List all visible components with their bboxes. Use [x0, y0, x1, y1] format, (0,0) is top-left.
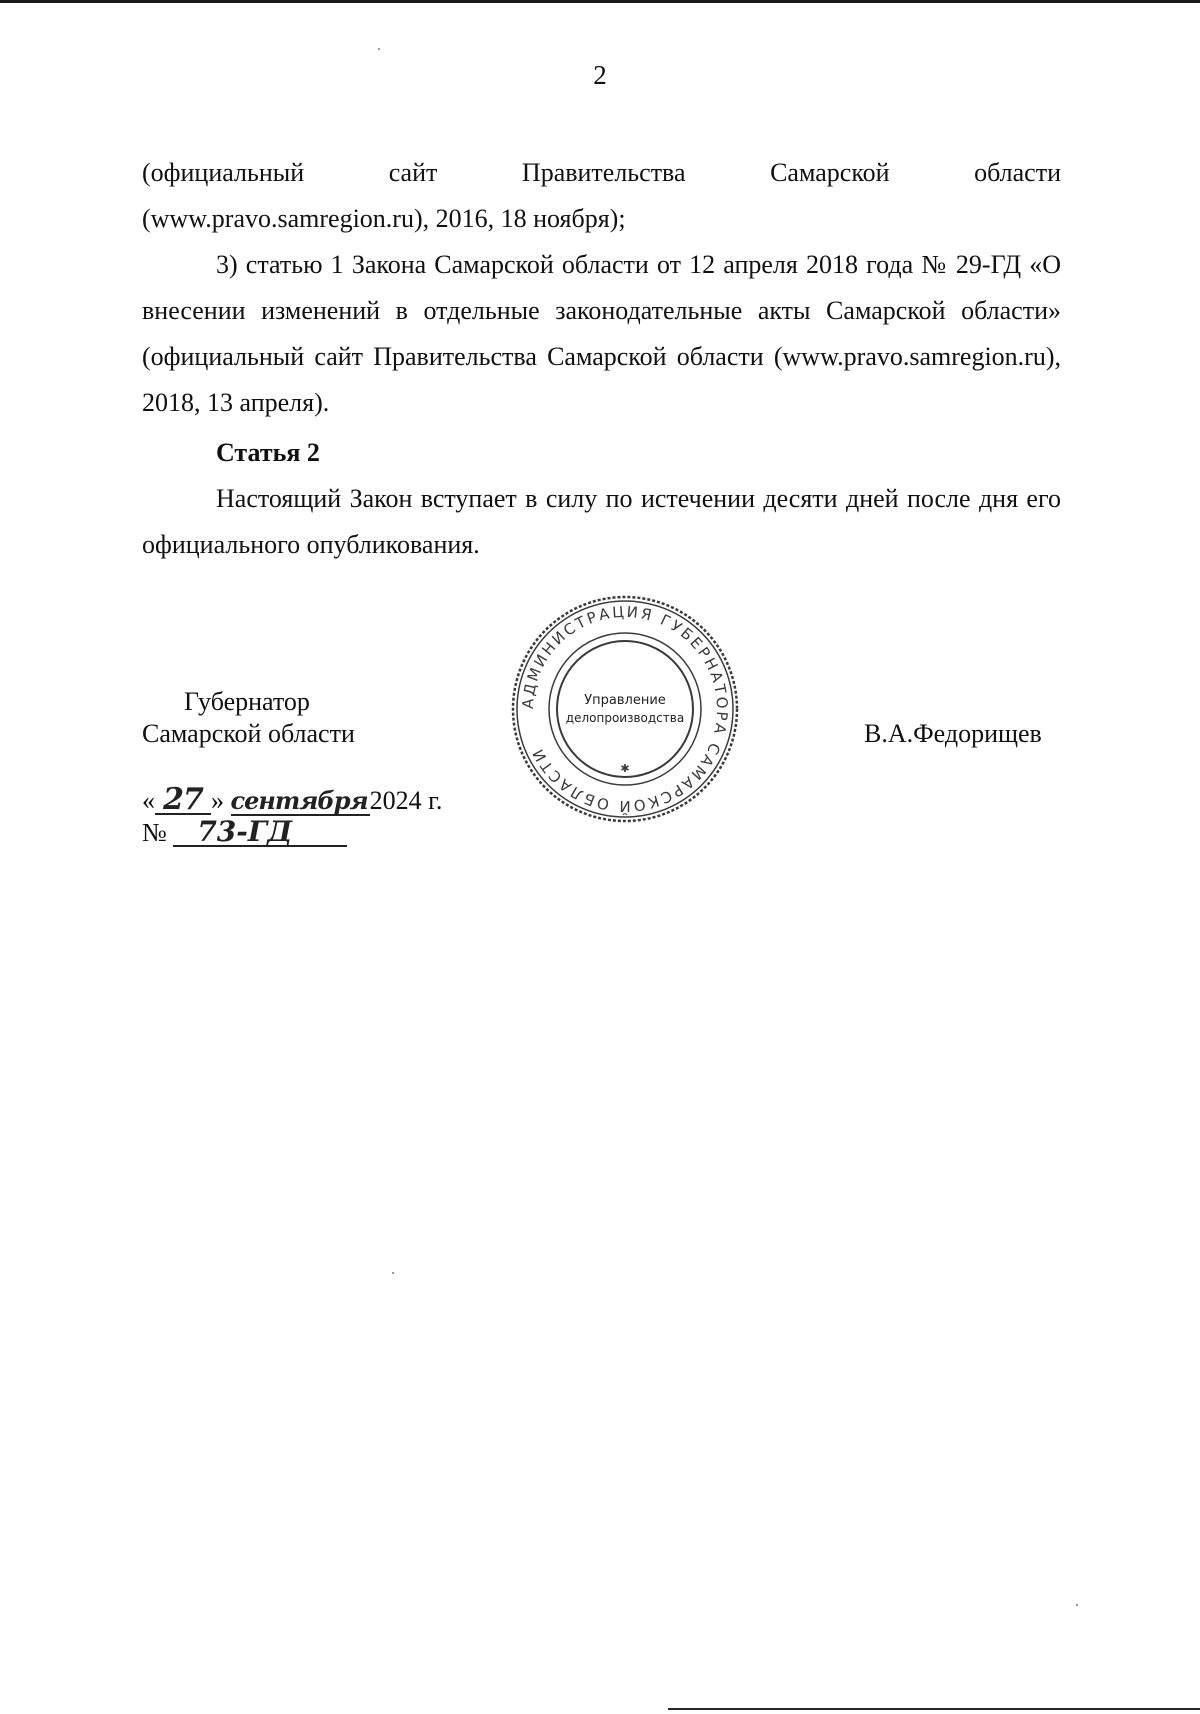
date-close-quote: » [211, 786, 224, 815]
law-number [142, 815, 347, 848]
date-open-quote: « [142, 786, 155, 815]
continuation-paragraph [142, 150, 1061, 242]
top-border-rule [0, 0, 1200, 3]
scan-speck [392, 1272, 394, 1274]
signing-date [142, 782, 443, 817]
article-2-heading: Статья 2 [216, 438, 320, 467]
article-2-text: Настоящий Закон вступает в силу по истечении десяти дней после дня его официального опубликования. [142, 484, 1061, 559]
number-sign: № [142, 818, 167, 847]
handwritten-law-number: 73-ГД [173, 819, 347, 847]
handwritten-month: сентября [230, 786, 368, 815]
seal-star-icon: ✱ [620, 762, 630, 775]
handwritten-day: 27 [155, 787, 211, 815]
date-year: 2024 г. [369, 786, 443, 815]
official-seal-stamp [510, 594, 740, 824]
bottom-border-rule [668, 1708, 1200, 1710]
scan-speck [378, 48, 380, 50]
article-2-body [142, 476, 1061, 568]
item-3-paragraph [142, 242, 1061, 426]
item-3-text: 3) статью 1 Закона Самарской области от 12 апреля 2018 года № 29-ГД «О внесении изменений в отдельные законодательные акты Самарской области» (официальный сайт Правительства Самарской области (www.pravo.samregion.ru), 2018, 13 апреля). [142, 250, 1061, 417]
continuation-line-2: (www.pravo.samregion.ru), 2016, 18 ноября); [142, 204, 626, 233]
signer-title [142, 686, 355, 750]
seal-inner-line-1: Управление [584, 693, 666, 708]
signer-title-line-1: Губернатор [184, 687, 310, 716]
seal-ring-text: АДМИНИСТРАЦИЯ ГУБЕРНАТОРА САМАРСКОЙ ОБЛАСТИ [518, 602, 732, 816]
signer-title-line-2: Самарской области [142, 719, 355, 748]
page-number: 2 [593, 60, 607, 90]
continuation-line-1: (официальный сайт Правительства Самарской области [142, 158, 1061, 187]
seal-inner-line-2: делопроизводства [565, 711, 685, 725]
signer-name: В.А.Федорищев [864, 719, 1042, 748]
scan-speck [1076, 1604, 1078, 1606]
